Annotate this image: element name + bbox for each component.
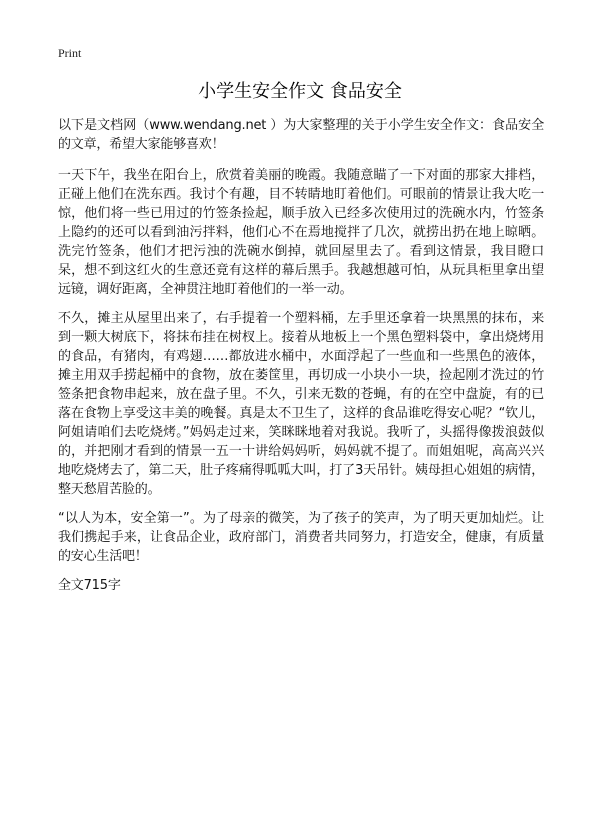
body-paragraph-3: “以人为本，安全第一”。为了母亲的微笑，为了孩子的笑声，为了明天更加灿烂。让我们携起手来，让食品企业，政府部门，消费者共同努力，打造安全，健康，有质量的安心生活吧！ xyxy=(58,511,544,564)
intro-paragraph: 以下是文档网（www.wendang.net ）为大家整理的关于小学生安全作文：食品安全的文章，希望大家能够喜欢！ xyxy=(58,118,544,152)
word-count: 全文715字 xyxy=(58,578,121,593)
page-title: 小学生安全作文 食品安全 xyxy=(198,81,402,102)
body-paragraph-1: 一天下午，我坐在阳台上，欣赏着美丽的晚霞。我随意瞄了一下对面的那家大排档，正碰上他们在洗东西。我讨个有趣，目不转睛地盯着他们。可眼前的情景让我大吃一惊，他们将一些已用过的竹签条捡起，顺手放入已经多次使用过的洗碗水内，竹签条上隐约的还可以看到油污拌料，他们心不在焉地搅拌了几次，就捞出扔在地上晾晒。洗完竹签条，他们才把污浊的洗碗水倒掉，就回屋里去了。看到这情景，我目瞪口呆，想不到这红火的生意还竟有这样的幕后黑手。我越想越可怕，从玩具柜里拿出望远镜，调好距离，全神贯注地盯着他们的一举一动。 xyxy=(58,168,544,297)
print-link[interactable]: Print xyxy=(58,46,82,60)
article-body xyxy=(58,116,544,605)
body-paragraph-2: 不久，摊主从屋里出来了，右手提着一个塑料桶，左手里还拿着一块黑黑的抹布，来到一颗大树底下，将抹布挂在树杈上。接着从地板上一个黑色塑料袋中，拿出烧烤用的食品，有猪肉，有鸡翅……都放进水桶中，水面浮起了一些血和一些黑色的液体，摊主用双手捞起桶中的食物，放在萎筐里，再切成一小块小一块，捡起刚才洗过的竹签条把食物串起来，放在盘子里。不久，引来无数的苍蝇，有的在空中盘旋，有的已落在食物上享受这丰美的晚餐。真是太不卫生了，这样的食品谁吃得安心呢？“钦儿，阿姐请咱们去吃烧烤。”妈妈走过来，笑眯眯地着对我说。我听了，头摇得像拨浪鼓似的，并把刚才看到的情景一五一十讲给妈妈听，妈妈就不提了。而姐姐呢，高高兴兴地吃烧烤去了，第二天，肚子疼痛得呱呱大叫，打了3天吊针。姨母担心姐姐的病情，整天愁眉苦脸的。 xyxy=(58,311,544,497)
